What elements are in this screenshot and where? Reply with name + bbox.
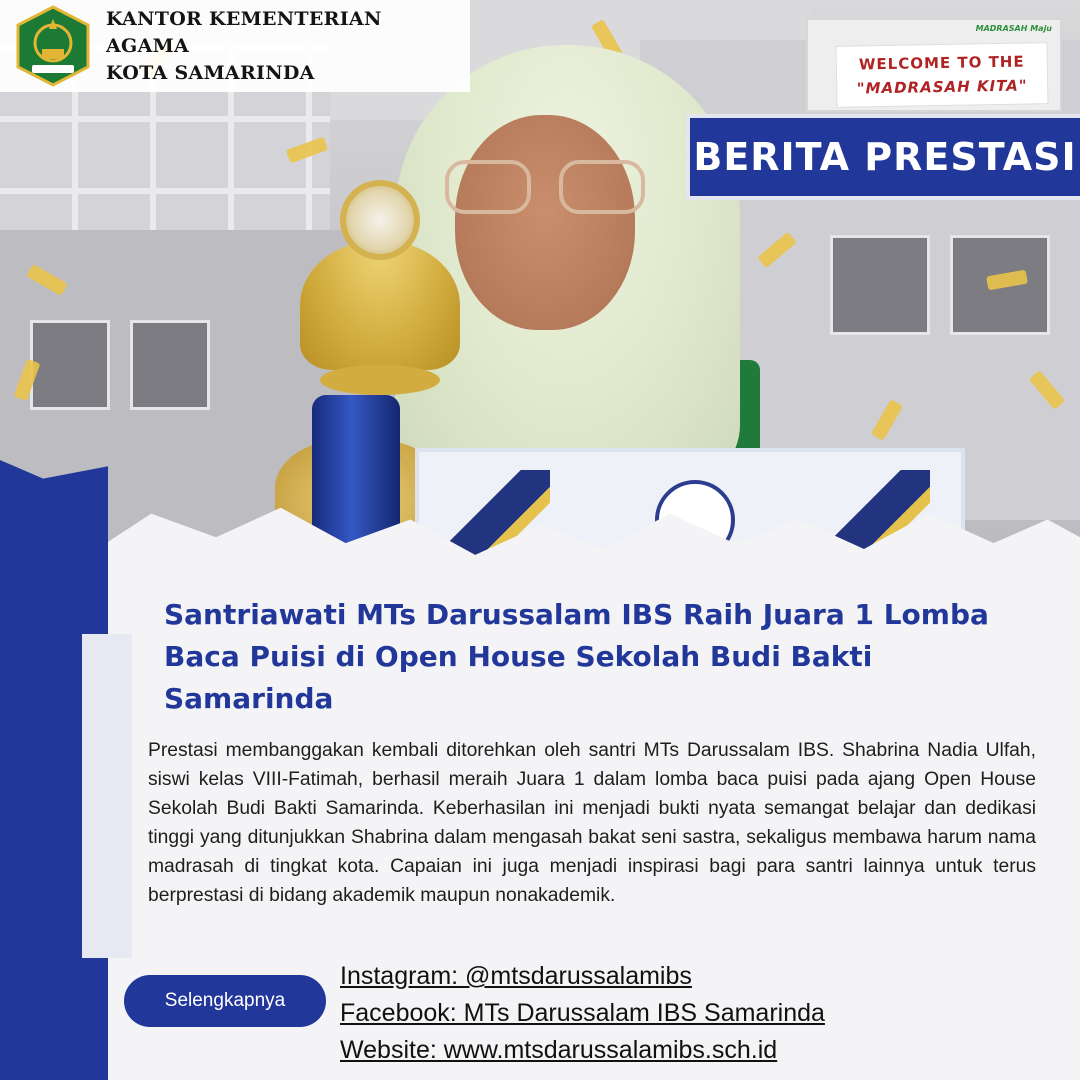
facebook-link[interactable]: Facebook: MTs Darussalam IBS Samarinda: [340, 999, 825, 1027]
trophy-emblem: [340, 180, 420, 260]
building-window: [830, 235, 930, 335]
student-face: [455, 115, 635, 330]
article-headline: Santriawati MTs Darussalam IBS Raih Juara 1 Lomba Baca Puisi di Open House Sekolah Budi Bakti Samarinda: [164, 598, 989, 715]
building-window: [130, 320, 210, 410]
article-body: Prestasi membanggakan kembali ditorehkan oleh santri MTs Darussalam IBS. Shabrina Nadia Ulfah, siswi kelas VIII-Fatimah, berhasil meraih Juara 1 dalam lomba baca puisi pada ajang Open House Sekolah Budi Bakti Samarinda. Keberhasilan ini menjadi bukti nyata semangat belajar dan dedikasi tinggi yang ditunjukkan Shabrina dalam mengasah bakat seni sastra, sekaligus membawa harum nama madrasah di tingkat kota. Capaian ini juga menjadi inspirasi bagi para santri lainnya untuk terus berprestasi di bidang akademik maupun nonakademik.: [148, 740, 1036, 906]
welcome-note: [835, 42, 1048, 108]
read-more-button[interactable]: Selengkapnya: [124, 975, 326, 1027]
building-window: [30, 320, 110, 410]
welcome-line1: WELCOME TO THE: [858, 52, 1025, 74]
kemenag-logo-icon: [12, 5, 94, 87]
org-name-line1: KANTOR KEMENTERIAN AGAMA: [106, 7, 382, 57]
berita-prestasi-banner: BERITA PRESTASI: [686, 114, 1080, 200]
welcome-badge: [806, 18, 1062, 112]
madrasah-maju-logo: MADRASAH Maju: [975, 24, 1052, 33]
social-links: [340, 958, 825, 1069]
website-link[interactable]: Website: www.mtsdarussalamibs.sch.id: [340, 1036, 778, 1064]
instagram-link[interactable]: Instagram: @mtsdarussalamibs: [340, 962, 692, 990]
org-header: [0, 0, 470, 92]
org-name: [106, 6, 470, 87]
welcome-line2: "MADRASAH KITA": [856, 76, 1028, 98]
trophy-cup: [320, 365, 440, 395]
left-light-strip: [82, 634, 132, 958]
org-name-line2: KOTA SAMARINDA: [106, 61, 315, 84]
glasses: [445, 160, 645, 220]
